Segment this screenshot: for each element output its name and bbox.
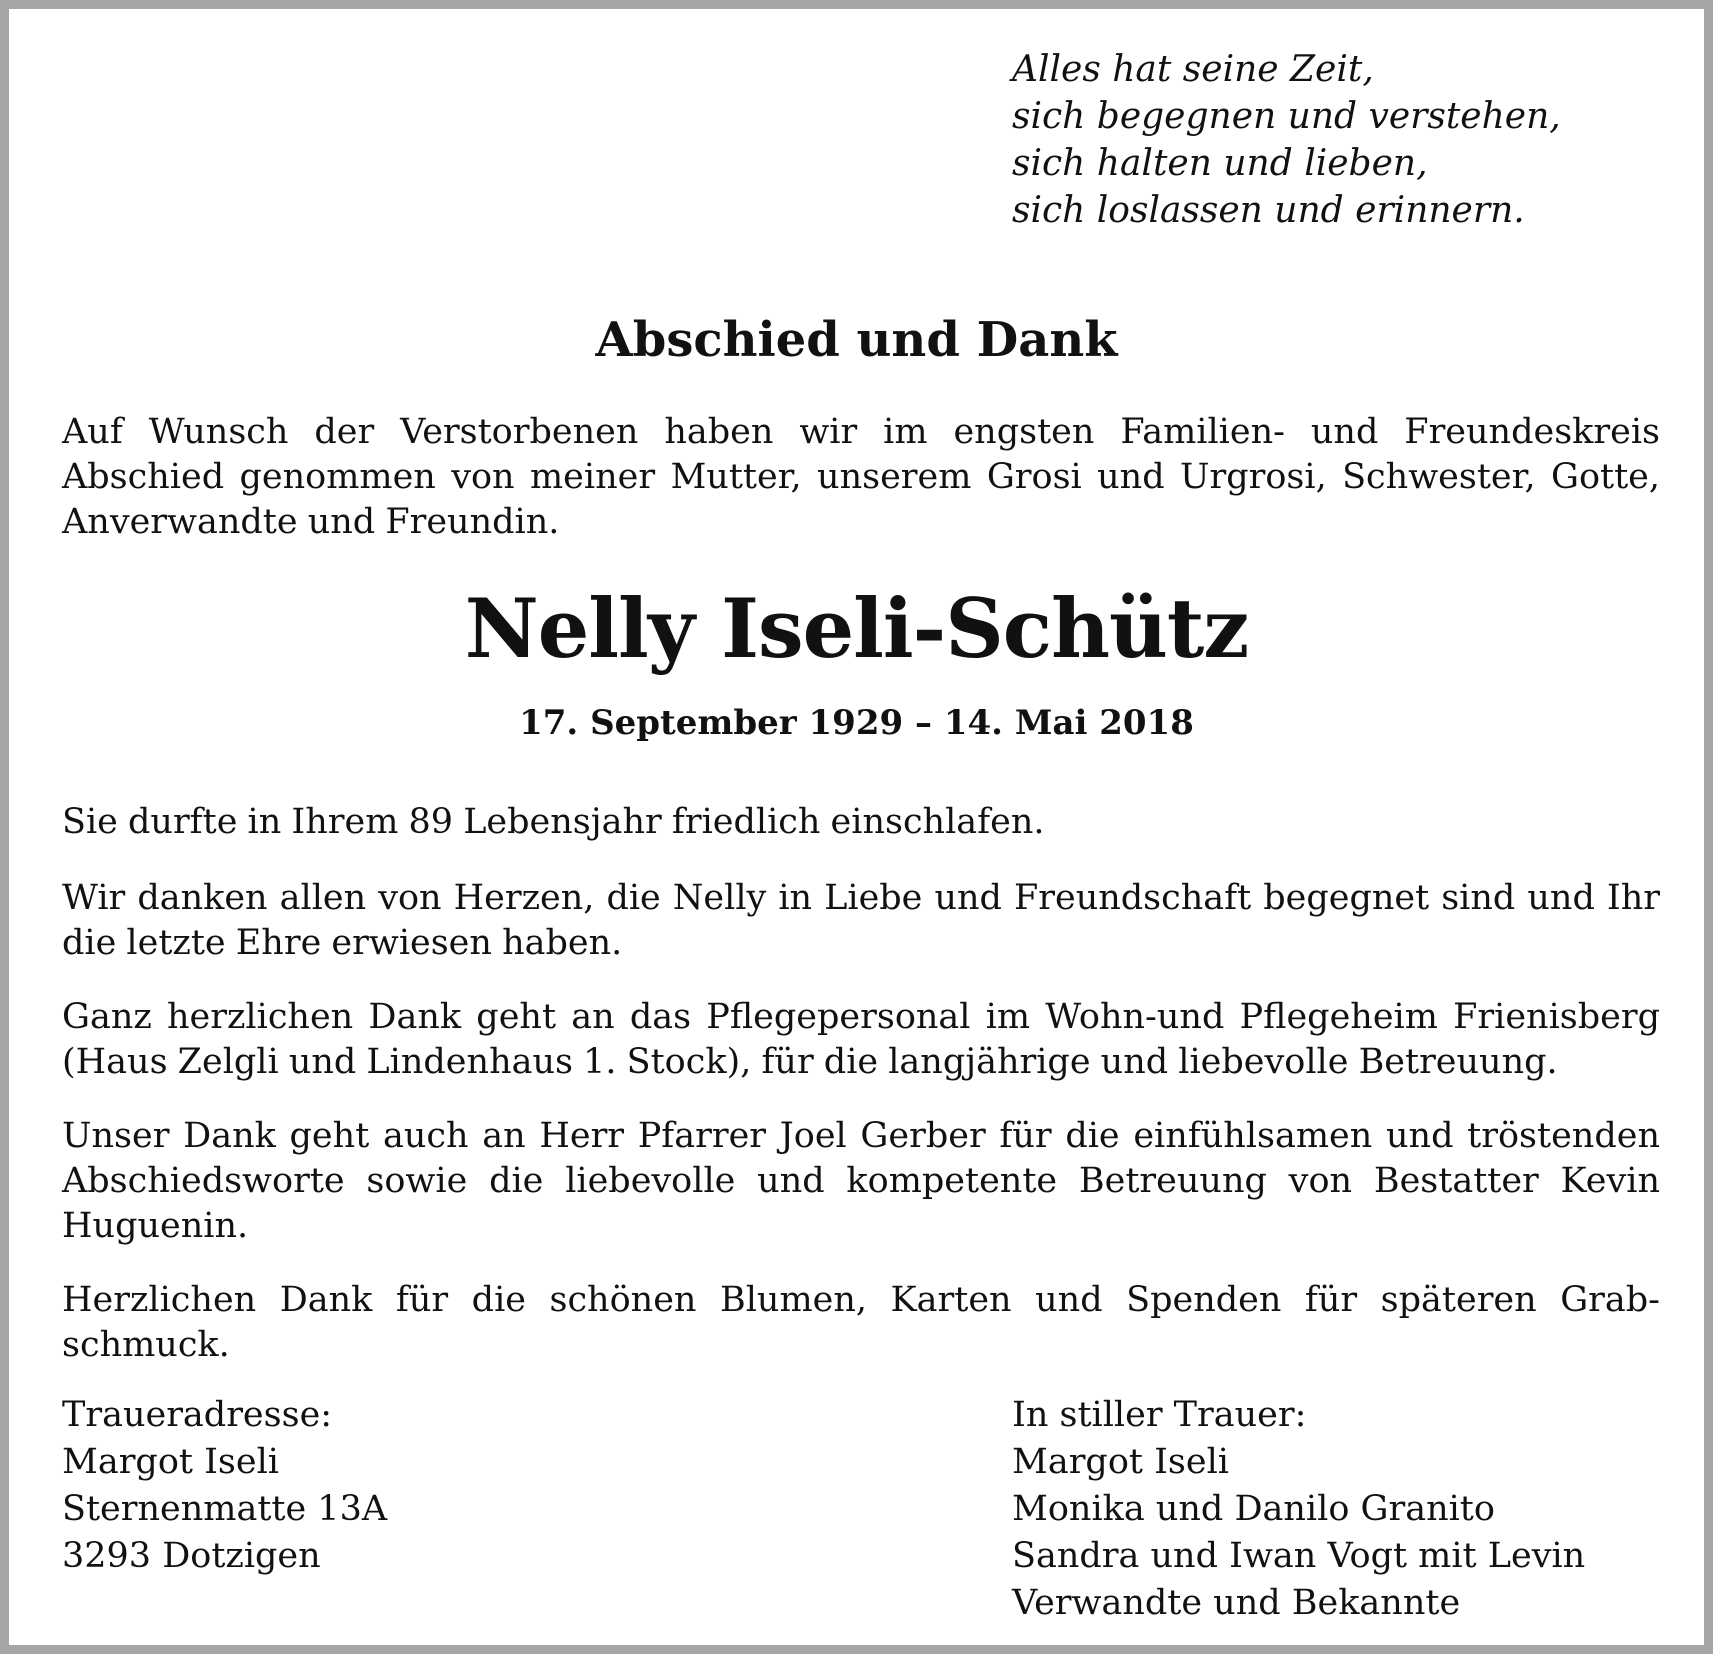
motto-line: sich halten und lieben, xyxy=(1012,143,1428,184)
life-dates: 17. September 1929 – 14. Mai 2018 xyxy=(519,703,1194,743)
paragraph-thanks-care-staff: Ganz herzlichen Dank geht an das Pflegepersonal im Wohn-und Pflegeheim Frienisberg (Haus Zelgli und Lindenhaus 1. Stock), für die langjährige und liebevolle Betreuung. xyxy=(62,997,1660,1082)
address-line: Sternenmatte 13A xyxy=(62,1489,388,1529)
paragraph-thanks-all: Wir danken allen von Herzen, die Nelly in Liebe und Freundschaft begegnet sind und Ihr die letzte Ehre erwiesen haben. xyxy=(62,878,1660,963)
mourners-list xyxy=(1012,1392,1585,1627)
address-line: Margot Iseli xyxy=(62,1442,279,1482)
motto-line: sich begegnen und verstehen, xyxy=(1012,96,1561,137)
motto-line: sich loslassen und erinnern. xyxy=(1012,190,1525,231)
mourner-line: Sandra und Iwan Vogt mit Levin xyxy=(1012,1536,1586,1576)
paragraph-thanks-pastor: Unser Dank geht auch an Herr Pfarrer Joel Gerber für die einfühlsamen und tröstenden Abschiedsworte sowie die liebevolle und kompetente Betreuung von Bestatter Kevin Huguenin. xyxy=(62,1116,1660,1246)
intro-paragraph: Auf Wunsch der Verstorbenen haben wir im engsten Familien- und Freundeskreis Abschied genommen von meiner Mutter, unserem Grosi und Urgrosi, Schwester, Gotte, Anverwandte und Freundin. xyxy=(62,412,1660,542)
address-label: Traueradresse: xyxy=(62,1395,333,1435)
mourner-line: Margot Iseli xyxy=(1012,1442,1229,1482)
notice-heading: Abschied und Dank xyxy=(595,312,1118,368)
paragraph-peaceful: Sie durfte in Ihrem 89 Lebensjahr friedlich einschlafen. xyxy=(62,802,1045,842)
mourner-line: Verwandte und Bekannte xyxy=(1012,1583,1461,1623)
motto-verse xyxy=(1012,46,1652,234)
address-line: 3293 Dotzigen xyxy=(62,1536,321,1576)
mourner-line: Monika und Danilo Granito xyxy=(1012,1489,1495,1529)
motto-line: Alles hat seine Zeit, xyxy=(1012,49,1374,90)
deceased-name: Nelly Iseli-Schütz xyxy=(464,582,1249,677)
mourners-label: In stiller Trauer: xyxy=(1012,1395,1307,1435)
mourning-address xyxy=(62,1392,387,1580)
paragraph-thanks-flowers: Herzlichen Dank für die schönen Blumen, Karten und Spenden für späteren Grabschmuck. xyxy=(62,1280,1660,1365)
